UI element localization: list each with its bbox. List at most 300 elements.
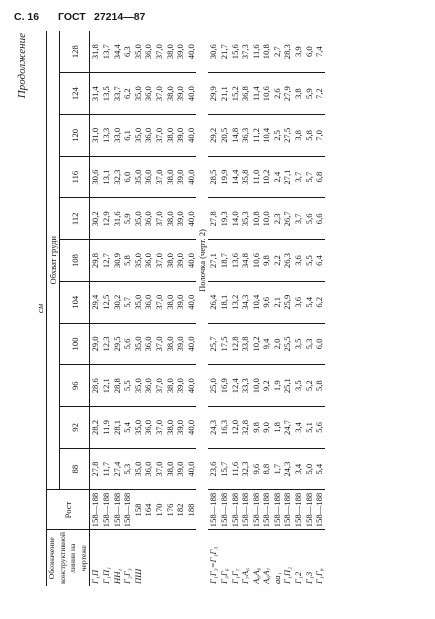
row-height: 170 [154, 490, 165, 530]
table-cell: 14,8 [230, 115, 241, 157]
table-cell: 7,0 [314, 115, 325, 157]
table-cell: 35,0 [133, 198, 144, 240]
table-cell: 3,6 [293, 281, 304, 323]
table-row [143, 31, 154, 586]
row-height: 158—188 [304, 490, 315, 530]
table-cell: 35,0 [133, 115, 144, 157]
table-cell: 39,0 [175, 281, 186, 323]
table-cell: 9,8 [251, 407, 262, 449]
table-cell: 40,0 [186, 73, 197, 115]
table-cell: 5,8 [304, 115, 315, 157]
row-height: 158—188 [314, 490, 325, 530]
table-cell: 24,3 [282, 448, 293, 490]
table-row [219, 31, 230, 586]
row-designation: А₆А₇ [261, 530, 272, 586]
table-cell: 26,7 [282, 198, 293, 240]
table-cell: 36,0 [143, 156, 154, 198]
table-cell: 34,8 [240, 240, 251, 282]
table-row [304, 31, 315, 586]
table-cell: 21,1 [219, 73, 230, 115]
row-height: 158—188 [112, 490, 123, 530]
table-cell: 14,4 [230, 156, 241, 198]
table-cell: 28,2 [90, 407, 101, 449]
table-cell: 5,7 [122, 281, 133, 323]
table-cell: 6,2 [122, 73, 133, 115]
row-designation: Г₂Г₃ [122, 530, 133, 586]
size-header: 112 [60, 198, 90, 240]
row-designation: А₆А₆ [251, 530, 262, 586]
table-cell: 33,7 [112, 73, 123, 115]
designation-header: Обозначение конструктивной линии на чертеже [47, 530, 90, 586]
table-cell: 10,0 [251, 365, 262, 407]
table-cell: 37,0 [154, 448, 165, 490]
table-cell: 36,0 [143, 448, 154, 490]
table-cell: 37,0 [154, 365, 165, 407]
table-cell: 37,3 [240, 44, 251, 60]
table-cell: 38,0 [165, 156, 176, 198]
table-cell: 30,6 [208, 44, 219, 60]
size-header: 124 [60, 73, 90, 115]
table-cell: 26,4 [208, 281, 219, 323]
table-row [90, 31, 101, 586]
table-cell: 10,6 [261, 73, 272, 115]
table-row [314, 31, 325, 586]
table-cell: 13,1 [101, 156, 112, 198]
table-cell: 37,0 [153, 44, 164, 60]
row-height: 158—188 [251, 490, 262, 530]
table-cell: 29,5 [112, 323, 123, 365]
table-cell: 5,6 [314, 407, 325, 449]
table-cell: 36,0 [143, 240, 154, 282]
table-cell: 31,4 [90, 73, 101, 115]
row-designation: Г₁П₁ [101, 530, 112, 586]
table-cell: 17,5 [219, 323, 230, 365]
table-cell: 5,3 [122, 448, 133, 490]
table-cell: 28,8 [112, 365, 123, 407]
table-cell: 31,8 [90, 44, 101, 60]
table-cell: 40,0 [186, 365, 197, 407]
table-cell: 13,2 [230, 281, 241, 323]
table-cell: 6,2 [314, 281, 325, 323]
table-cell: 12,3 [101, 323, 112, 365]
table-cell: 3,4 [293, 448, 304, 490]
table-cell: 34,4 [111, 44, 122, 60]
table-cell: 40,0 [186, 448, 197, 490]
table-cell: 13,3 [101, 115, 112, 157]
table-cell: 8,8 [261, 448, 272, 490]
table-cell: 37,0 [154, 407, 165, 449]
table-cell: 27,5 [282, 115, 293, 157]
table-cell: 11,0 [251, 156, 262, 198]
table-row [282, 31, 293, 586]
row-designation: Г₁П₂ [282, 530, 293, 586]
table-cell: 35,0 [133, 407, 144, 449]
row-height: 158—188 [282, 490, 293, 530]
table-cell: 9,6 [251, 448, 262, 490]
table-cell: 40,0 [186, 198, 197, 240]
table-cell: 39,0 [175, 44, 186, 60]
table-cell: 24,3 [208, 407, 219, 449]
row-height: 158—188 [219, 490, 230, 530]
continuation-label: Продолжение [16, 33, 28, 99]
table-cell: 39,0 [175, 407, 186, 449]
table-cell: 13,5 [101, 73, 112, 115]
table-cell: 35,0 [133, 240, 144, 282]
table-cell: 15,2 [230, 73, 241, 115]
table-cell: 37,0 [154, 240, 165, 282]
table-cell: 1,8 [272, 407, 283, 449]
table-cell: 35,8 [240, 156, 251, 198]
table-cell: 27,9 [282, 73, 293, 115]
table-cell: 11,4 [251, 73, 262, 115]
table-cell: 25,1 [282, 365, 293, 407]
size-header: 104 [60, 281, 90, 323]
table-cell: 5,8 [122, 240, 133, 282]
table-cell: 10,8 [251, 198, 262, 240]
table-cell: 26,3 [282, 240, 293, 282]
table-cell: 5,8 [314, 365, 325, 407]
size-header: 92 [60, 407, 90, 449]
table-cell: 11,9 [101, 407, 112, 449]
table-cell: 37,0 [154, 323, 165, 365]
table-cell: 25,7 [208, 323, 219, 365]
table-cell: 3,6 [293, 240, 304, 282]
table-cell: 6,6 [314, 198, 325, 240]
table-cell: 31,6 [112, 198, 123, 240]
table-cell: 32,3 [240, 448, 251, 490]
table-cell: 35,0 [132, 44, 143, 60]
table-cell: 11,7 [101, 448, 112, 490]
table-cell: 3,8 [293, 73, 304, 115]
table-cell: 35,0 [133, 281, 144, 323]
table-cell: 37,0 [154, 73, 165, 115]
girth-group-header: Обхват груди [47, 31, 60, 490]
table-cell: 20,5 [219, 115, 230, 157]
table-cell: 30,2 [112, 281, 123, 323]
gost-number: 27214—87 [94, 11, 146, 23]
row-designation: Г₁3 [304, 530, 315, 586]
table-cell: 35,0 [133, 448, 144, 490]
table-cell: 12,8 [230, 323, 241, 365]
table-cell: 2,2 [272, 240, 283, 282]
table-cell: 18,1 [219, 281, 230, 323]
table-cell: 3,9 [293, 46, 304, 58]
table-cell: 10,8 [261, 44, 272, 60]
row-height: 182 [175, 490, 186, 530]
table-cell: 40,0 [186, 156, 197, 198]
table-cell: 25,0 [208, 365, 219, 407]
section-title: Полочка (черт. 2) [197, 229, 208, 292]
row-height: 158—188 [90, 490, 101, 530]
row-height: 158—188 [230, 490, 241, 530]
table-cell: 29,9 [208, 73, 219, 115]
table-cell: 27,4 [112, 448, 123, 490]
table-cell: 5,7 [304, 156, 315, 198]
table-cell: 5,6 [122, 323, 133, 365]
table-cell: 36,0 [143, 365, 154, 407]
table-cell: 31,0 [90, 115, 101, 157]
table-cell: 12,0 [230, 407, 241, 449]
table-cell: 11,2 [251, 115, 262, 157]
table-cell: 18,7 [219, 240, 230, 282]
row-height: 158—188 [208, 490, 219, 530]
table-cell: 14,0 [230, 198, 241, 240]
table-cell: 28,6 [90, 365, 101, 407]
row-designation [165, 530, 176, 586]
table-row [240, 31, 251, 586]
table-cell: 25,9 [282, 281, 293, 323]
table-cell: 6,0 [303, 46, 314, 58]
table-cell: 39,0 [175, 448, 186, 490]
table-cell: 30,9 [112, 240, 123, 282]
table-cell: 38,0 [165, 198, 176, 240]
section-title-row [196, 31, 208, 586]
row-height: 158—188 [293, 490, 304, 530]
table-cell: 39,0 [175, 240, 186, 282]
table-cell: 6,1 [122, 115, 133, 157]
table-cell: 29,2 [208, 115, 219, 157]
table-row [112, 31, 123, 586]
table-cell: 5,5 [122, 365, 133, 407]
table-cell: 27,8 [90, 448, 101, 490]
table-cell: 5,5 [304, 240, 315, 282]
row-designation: Г₁Г₈ [314, 530, 325, 586]
table-cell: 15,7 [219, 448, 230, 490]
table-cell: 5,6 [304, 198, 315, 240]
table-cell: 38,0 [165, 115, 176, 157]
table-cell: 40,0 [186, 407, 197, 449]
table-cell: 2,3 [272, 198, 283, 240]
size-header: 88 [60, 448, 90, 490]
row-height: 158—188 [272, 490, 283, 530]
table-cell: 1,9 [272, 365, 283, 407]
table-cell: 7,4 [314, 46, 325, 58]
table-cell: 36,0 [143, 198, 154, 240]
table-row [133, 31, 144, 586]
table-cell: 2,1 [272, 281, 283, 323]
table-cell: 9,0 [261, 407, 272, 449]
table-cell: 39,0 [175, 156, 186, 198]
size-header: 108 [60, 240, 90, 282]
table-cell: 2,6 [272, 73, 283, 115]
row-designation: аа₁ [272, 530, 283, 586]
table-cell: 3,7 [293, 198, 304, 240]
table-cell: 5,2 [304, 365, 315, 407]
table-cell: 19,9 [219, 156, 230, 198]
table-cell: 33,8 [240, 323, 251, 365]
row-designation: Г₁2 [293, 530, 304, 586]
table-cell: 13,7 [100, 44, 111, 60]
table-cell: 9,4 [261, 323, 272, 365]
table-cell: 10,2 [251, 323, 262, 365]
table-cell: 37,0 [154, 281, 165, 323]
table-cell: 10,0 [261, 198, 272, 240]
measurement-table [34, 31, 325, 586]
table-cell: 10,4 [261, 115, 272, 157]
table-cell: 27,8 [208, 198, 219, 240]
table-cell: 5,4 [304, 281, 315, 323]
row-height: 158 [133, 490, 144, 530]
size-header: 128 [60, 31, 90, 73]
table-cell: 24,7 [282, 407, 293, 449]
table-cell: 9,8 [261, 240, 272, 282]
table-cell: 33,0 [112, 115, 123, 157]
table-cell: 37,0 [154, 115, 165, 157]
row-height: 176 [165, 490, 176, 530]
page-header [14, 11, 424, 27]
table-cell: 29,0 [90, 323, 101, 365]
table-row [293, 31, 304, 586]
table-cell: 39,0 [175, 198, 186, 240]
table-cell: 5,1 [304, 407, 315, 449]
table-cell: 38,0 [165, 281, 176, 323]
table-cell: 29,4 [90, 281, 101, 323]
row-designation: НН₁ [112, 530, 123, 586]
table-cell: 2,5 [272, 115, 283, 157]
table-cell: 12,7 [101, 240, 112, 282]
table-cell: 7,2 [314, 73, 325, 115]
table-cell: 38,0 [165, 73, 176, 115]
table-cell: 5,3 [304, 323, 315, 365]
table-cell: 36,8 [240, 73, 251, 115]
table-cell: 36,3 [240, 115, 251, 157]
table-cell: 15,6 [229, 44, 240, 60]
table-cell: 29,8 [90, 240, 101, 282]
row-height: 158—188 [101, 490, 112, 530]
table-row [165, 31, 176, 586]
table-cell: 2,0 [272, 323, 283, 365]
section-blank [196, 490, 208, 586]
table-cell: 27,1 [282, 156, 293, 198]
table-cell: 35,0 [133, 365, 144, 407]
table-cell: 36,0 [143, 407, 154, 449]
table-cell: 28,3 [282, 44, 293, 60]
table-cell: 12,5 [101, 281, 112, 323]
table-cell: 35,0 [133, 156, 144, 198]
table-row [175, 31, 186, 586]
table-row [208, 31, 219, 586]
table-cell: 16,9 [219, 365, 230, 407]
table-cell: 9,6 [261, 281, 272, 323]
table-cell: 1,7 [272, 448, 283, 490]
table-cell: 25,5 [282, 323, 293, 365]
table-cell: 3,4 [293, 407, 304, 449]
table-row [251, 31, 262, 586]
unit-label: см [34, 31, 47, 586]
table-cell: 35,0 [133, 323, 144, 365]
table-row [122, 31, 133, 586]
table-cell: 28,1 [112, 407, 123, 449]
table-cell: 11,6 [230, 448, 241, 490]
table-row [272, 31, 283, 586]
table-cell: 35,0 [133, 73, 144, 115]
table-cell: 28,5 [208, 156, 219, 198]
table-cell: 37,0 [154, 156, 165, 198]
table-cell: 9,2 [261, 365, 272, 407]
table-cell: 39,0 [175, 115, 186, 157]
table-cell: 40,0 [186, 281, 197, 323]
table-row [154, 31, 165, 586]
table-cell: 38,0 [165, 448, 176, 490]
size-header: 120 [60, 115, 90, 157]
table-cell: 30,6 [90, 156, 101, 198]
table-cell: 6,0 [122, 156, 133, 198]
table-cell: 3,5 [293, 365, 304, 407]
table-cell: 36,0 [143, 44, 154, 60]
row-height: 164 [143, 490, 154, 530]
table-cell: 3,7 [293, 156, 304, 198]
table-cell: 32,3 [112, 156, 123, 198]
table-cell: 40,0 [186, 115, 197, 157]
row-designation: Г₇А₆ [240, 530, 251, 586]
table-cell: 16,3 [219, 407, 230, 449]
row-designation: ПШ [133, 530, 144, 586]
table-cell: 12,9 [101, 198, 112, 240]
table-row [261, 31, 272, 586]
table-cell: 3,5 [293, 323, 304, 365]
table-cell: 39,0 [175, 323, 186, 365]
table-cell: 10,4 [251, 281, 262, 323]
table-cell: 39,0 [175, 365, 186, 407]
table-cell: 3,8 [293, 115, 304, 157]
table-cell: 34,3 [240, 281, 251, 323]
row-designation [143, 530, 154, 586]
table-cell: 2,7 [271, 46, 282, 58]
table-cell: 6,4 [314, 240, 325, 282]
table-cell: 36,0 [143, 73, 154, 115]
row-height: 158—188 [122, 490, 133, 530]
table-cell: 40,0 [186, 323, 197, 365]
row-designation: Г₁Г₃=Г₁Г₃ [208, 530, 219, 586]
row-designation: Г₁П [90, 530, 101, 586]
table-cell: 2,4 [272, 156, 283, 198]
table-cell: 6,3 [122, 46, 133, 58]
table-row [101, 31, 112, 586]
table-cell: 6,0 [314, 323, 325, 365]
table-cell: 36,0 [143, 323, 154, 365]
table-cell: 38,0 [165, 407, 176, 449]
table-cell: 13,6 [230, 240, 241, 282]
table-cell: 38,0 [164, 44, 175, 60]
table-cell: 38,0 [165, 323, 176, 365]
row-height: 158—188 [240, 490, 251, 530]
table-cell: 12,4 [230, 365, 241, 407]
table-cell: 38,0 [165, 365, 176, 407]
table-cell: 5,0 [304, 448, 315, 490]
table-cell: 6,8 [314, 156, 325, 198]
table-cell: 10,2 [261, 156, 272, 198]
row-height: 158—188 [261, 490, 272, 530]
table-cell: 33,3 [240, 365, 251, 407]
table-cell: 5,4 [122, 407, 133, 449]
row-designation [154, 530, 165, 586]
table-cell: 11,6 [250, 44, 261, 60]
row-designation: Г₃Г₆ [219, 530, 230, 586]
row-designation [175, 530, 186, 586]
table-cell: 12,1 [101, 365, 112, 407]
table-cell: 10,6 [251, 240, 262, 282]
table-cell: 21,7 [218, 44, 229, 60]
row-height: 188 [186, 490, 197, 530]
table-cell: 30,2 [90, 198, 101, 240]
size-header: 100 [60, 323, 90, 365]
size-header: 96 [60, 365, 90, 407]
table-cell: 5,9 [122, 198, 133, 240]
table-cell: 38,0 [165, 240, 176, 282]
table-row [186, 31, 197, 586]
height-header: Рост [47, 490, 90, 530]
page-number: С. 16 [14, 11, 40, 23]
